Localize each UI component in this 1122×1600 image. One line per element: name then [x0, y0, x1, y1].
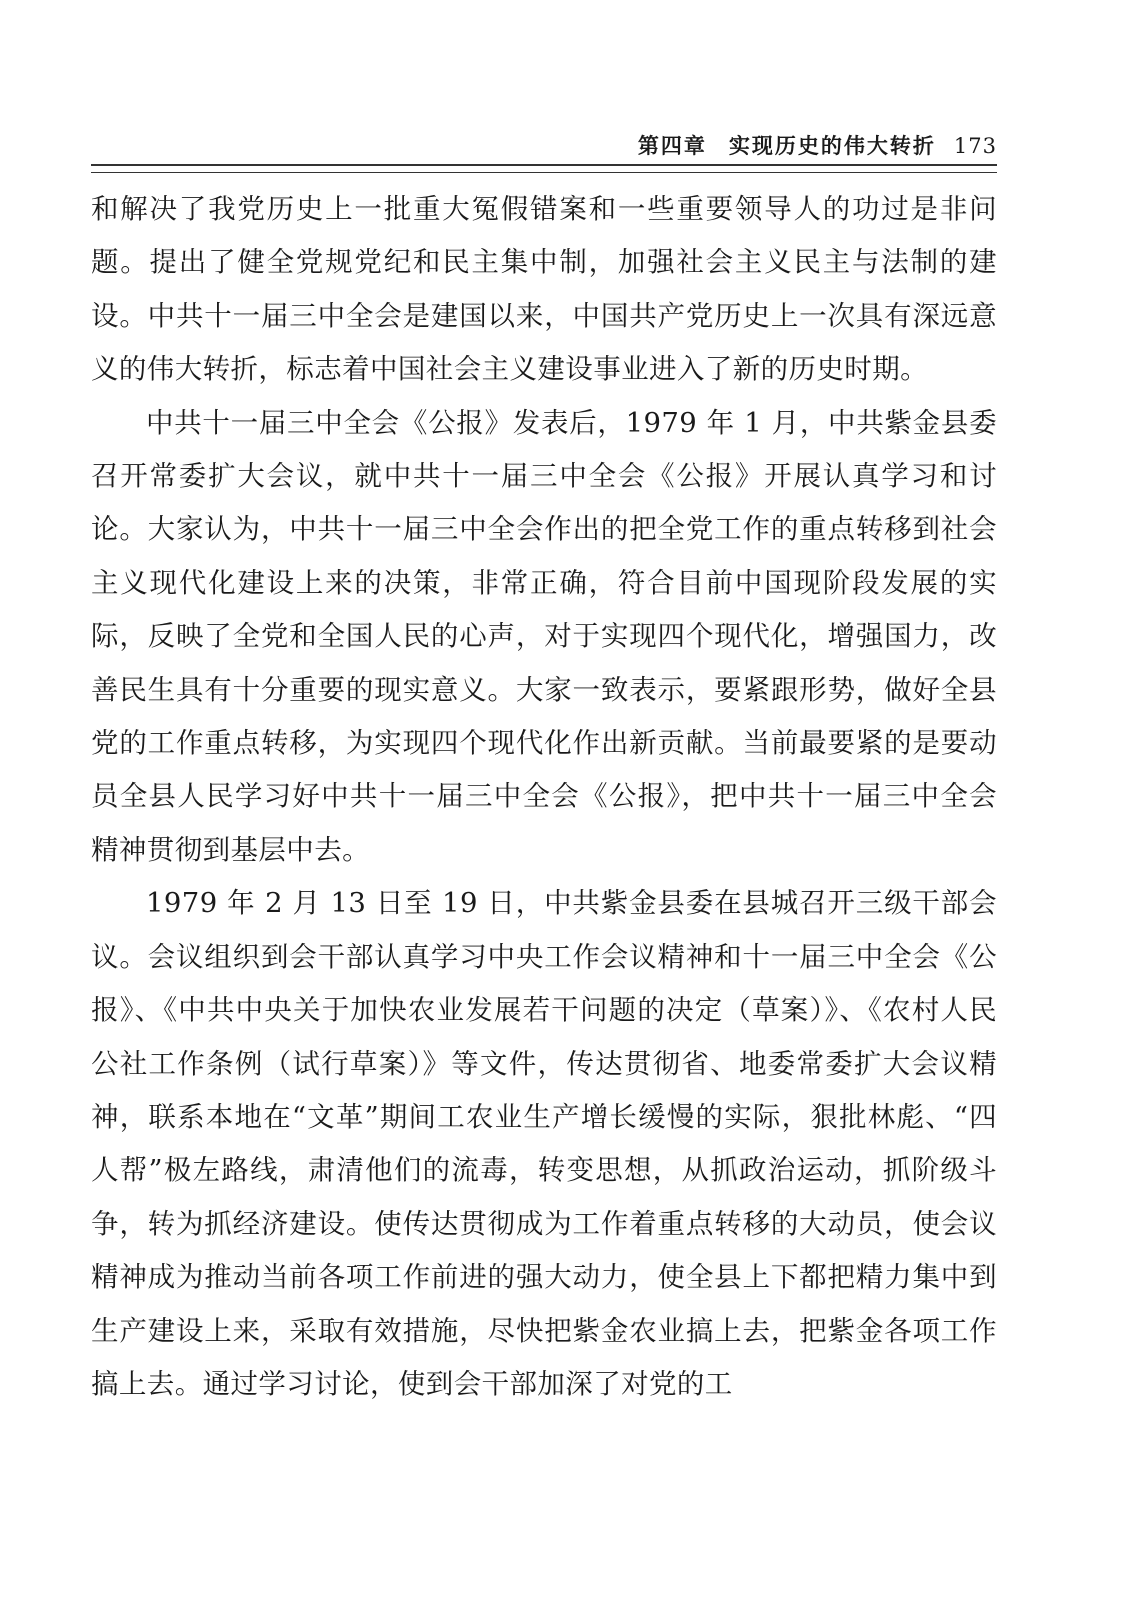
header-chapter: 第四章: [637, 133, 707, 158]
paragraph: 中共十一届三中全会《公报》发表后，1979 年 1 月，中共紫金县委召开常委扩大会议，就中共十一届三中全会《公报》开展认真学习和讨论。大家认为，中共十一届三中全会作出的把全党工作的重点转移到社会主义现代化建设上来的决策，非常正确，符合目前中国现阶段发展的实际，反映了全党和全国人民的心声，对于实现四个现代化，增强国力，改善民生具有十分重要的现实意义。大家一致表示，要紧跟形势，做好全县党的工作重点转移，为实现四个现代化作出新贡献。当前最要紧的是要动员全县人民学习好中共十一届三中全会《公报》，把中共十一届三中全会精神贯彻到基层中去。: [91, 406, 997, 866]
running-header: [91, 124, 997, 164]
page-number: 173: [953, 134, 997, 158]
header-text: [638, 130, 997, 160]
paragraph: 1979 年 2 月 13 日至 19 日，中共紫金县委在县城召开三级干部会议。会议组织到会干部认真学习中央工作会议精神和十一届三中全会《公报》、《中共中央关于加快农业发展若干问题的决定（草案）》、《农村人民公社工作条例（试行草案）》等文件，传达贯彻省、地委常委扩大会议精神，联系本地在“文革”期间工农业生产增长缓慢的实际，狠批林彪、“四人帮”极左路线，肃清他们的流毒，转变思想，从抓政治运动，抓阶级斗争，转为抓经济建设。使传达贯彻成为工作着重点转移的大动员，使会议精神成为推动当前各项工作前进的强大动力，使全县上下都把精力集中到生产建设上来，采取有效措施，尽快把紫金农业搞上去，把紫金各项工作搞上去。通过学习讨论，使到会干部加深了对党的工: [91, 887, 997, 1400]
header-rule: [91, 164, 997, 173]
body-text: [91, 183, 997, 1411]
paragraph-continuation: 和解决了我党历史上一批重大冤假错案和一些重要领导人的功过是非问题。提出了健全党规党纪和民主集中制，加强社会主义民主与法制的建设。中共十一届三中全会是建国以来，中国共产党历史上一次具有深远意义的伟大转折，标志着中国社会主义建设事业进入了新的历史时期。: [91, 193, 997, 386]
header-title: 实现历史的伟大转折: [728, 133, 936, 158]
